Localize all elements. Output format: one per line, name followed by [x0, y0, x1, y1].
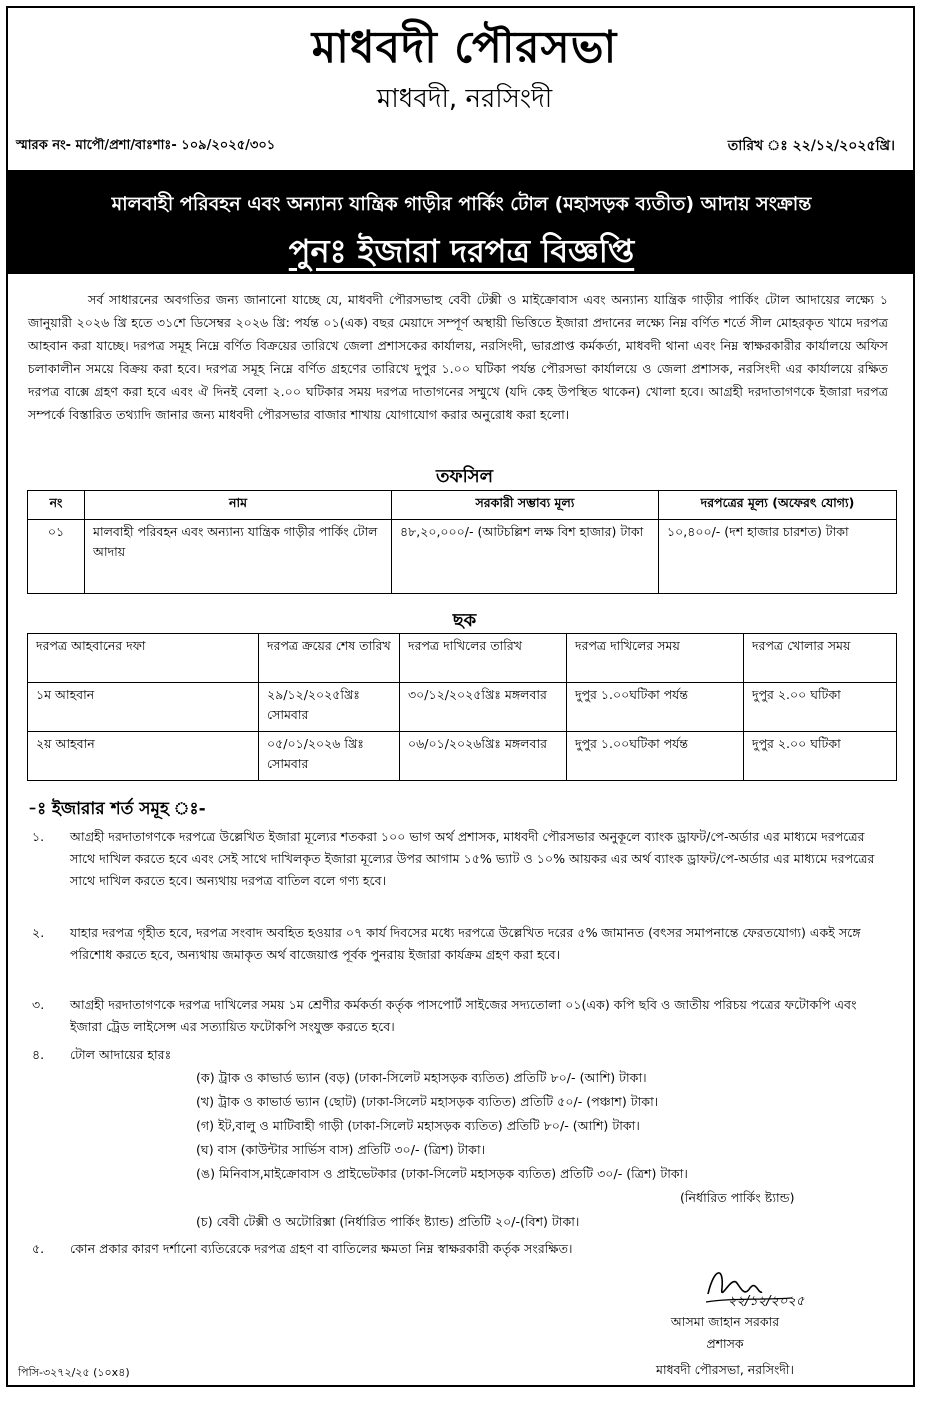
signatory-office: মাধবদী পৌরসভা, নরসিংদী।: [656, 1362, 794, 1377]
cell-submit-date: ০৬/০১/২০২৬খ্রিঃ মঙ্গলবার: [400, 732, 567, 781]
cell-buy-date: ২৯/১২/২০২৫খ্রিঃ সোমবার: [259, 683, 400, 732]
condition-number: ৩.: [32, 997, 45, 1012]
col-header: দরপত্র ক্রয়ের শেষ তারিখ: [259, 634, 400, 683]
col-header: নং: [28, 491, 85, 520]
condition-number: ২.: [32, 925, 45, 940]
table-row: [28, 520, 897, 594]
condition-text: কোন প্রকার কারণ দর্শানো ব্যতিরেকে দরপত্র গ্রহণ বা বাতিলের ক্ষমতা নিম্ন স্বাক্ষরকারী কর্তৃক সংরক্ষিত।: [70, 1241, 573, 1256]
condition-text: টোল আদায়ের হারঃ: [70, 1047, 172, 1062]
col-header: সরকারী সম্ভাব্য মূল্য: [392, 491, 659, 520]
cell-name: মালবাহী পরিবহন এবং অন্যান্য যান্ত্রিক গাড়ীর পার্কিং টোল আদায়: [85, 520, 392, 594]
schedule-heading: ছক: [452, 610, 477, 631]
cell-no: ০১: [28, 520, 85, 594]
toll-rate-note: (নির্ধারিত পার্কিং ষ্ট্যান্ড): [680, 1190, 795, 1205]
signatory-name: আসমা জাহান সরকার: [670, 1314, 780, 1329]
toll-rate: (খ) ট্রাক ও কাভার্ড ভ্যান (ছোট) (ঢাকা-সিলেট মহাসড়ক ব্যতিত) প্রতিটি ৫০/- (পঞ্চাশ) টাকা।: [196, 1094, 659, 1109]
toll-rate: (ক) ট্রাক ও কাভার্ড ভ্যান (বড়) (ঢাকা-সিলেট মহাসড়ক ব্যতিত) প্রতিটি ৮০/- (আশি) টাকা।: [196, 1070, 647, 1085]
condition-text: যাহার দরপত্র গৃহীত হবে, দরপত্র সংবাদ অবহিত হওয়ার ০৭ কার্য দিবসের মধ্যে দরপত্রে উল্লেখিত দরের ৫% জামানত (বৎসর সমাপনান্তে ফেরতযোগ্য) একই সঙ্গে পরিশোধ করতে হবে, অন্যথায় জমাকৃত অর্থ বাজেয়াপ্ত পূর্বক পুনরায় ইজারা কার্যক্রম গ্রহণ করা হবে।: [70, 925, 861, 962]
cell-round: ১ম আহবান: [28, 683, 259, 732]
signatory-designation: প্রশাসক: [706, 1336, 744, 1351]
details-heading: তফসিল: [435, 466, 494, 487]
memo-number: স্মারক নং- মাপৌ/প্রশা/বাঃশাঃ- ১০৯/২০২৫/৩০১: [16, 138, 276, 153]
banner-heading: পুনঃ ইজারা দরপত্র বিজ্ঞপ্তি: [288, 232, 635, 270]
table-row: [28, 683, 897, 732]
cell-submit-date: ৩০/১২/২০২৫খ্রিঃ মঙ্গলবার: [400, 683, 567, 732]
cell-submit-time: দুপুর ১.০০ঘটিকা পর্যন্ত: [567, 683, 744, 732]
cell-open-time: দুপুর ২.০০ ঘটিকা: [744, 683, 897, 732]
notice-banner: [8, 170, 915, 274]
cell-price: ৪৮,২০,০০০/- (আটচল্লিশ লক্ষ বিশ হাজার) টাকা: [392, 520, 659, 594]
toll-rate: (ঙ) মিনিবাস,মাইক্রোবাস ও প্রাইভেটকার (ঢাকা-সিলেট মহাসড়ক ব্যতিত) প্রতিটি ৩০/- (ত্রিশ) টাকা।: [196, 1166, 688, 1181]
condition-item: [32, 1238, 880, 1260]
col-header: দরপত্র দাখিলের তারিখ: [400, 634, 567, 683]
col-header: দরপত্র আহবানের দফা: [28, 634, 259, 683]
intro-paragraph: সর্ব সাধারনের অবগতির জন্য জানানো যাচ্ছে যে, মাধবদী পৌরসভাহু বেবী টেক্সী ও মাইক্রোবাস এবং অন্যান্য যান্ত্রিক গাড়ীর পার্কিং টোল আদায়ের লক্ষ্যে ১ জানুয়ারী ২০২৬ খ্রি হতে ৩১শে ডিসেম্বর ২০২৬ খ্রি: পর্যন্ত ০১(এক) বছর মেয়াদে সম্পূর্ণ অস্থায়ী ভিত্তিতে ইজারা প্রদানের লক্ষ্যে নিম্ন বর্ণিত শর্তে সীল মোহরকৃত খামে দরপত্র আহবান করা যাচ্ছে। দরপত্র সমূহ নিম্নে বর্ণিত বিক্রয়ের তারিখে জেলা প্রশাসকের কার্যালয়, নরসিংদী, ভারপ্রাপ্ত কর্মকর্তা, মাধবদী থানা এবং নিম্ন স্বাক্ষরকারীর কার্যালয়ে অফিস চলাকালীন সময়ে বিক্রয় করা হবে। দরপত্র সমূহ নিম্নে বর্ণিত গ্রহণের তারিখে দুপুর ১.০০ ঘটিকা পর্যন্ত পৌরসভা কার্যালয়ে ও জেলা প্রশাসক, নরসিংদী এর কার্যালয়ে রক্ষিত দরপত্র বাক্সে গ্রহণ করা হবে এবং ঐ দিনই বেলা ২.০০ ঘটিকার সময় দরপত্র দাতাগনের সম্মুখে (যদি কেহ উপস্থিত থাকেন) খোলা হবে। আগ্রহী দরদাতাগণকে ইজারা দরপত্র সম্পর্কে বিস্তারিত তথ্যাদি জানার জন্য মাধবদী পৌরসভার বাজার শাখায় যোগাযোগ করার অনুরোধ করা হলো।: [28, 292, 888, 422]
notice-date: তারিখ ঃ ২২/১২/২০২৫খ্রি।: [727, 138, 895, 154]
condition-item: [32, 994, 880, 1038]
footer-code: পিসি-৩২৭২/২৫ (১০x৪): [18, 1366, 130, 1379]
cell-fee: ১০,৪০০/- (দশ হাজার চারশত) টাকা: [659, 520, 897, 594]
table-row: [28, 732, 897, 781]
col-header: নাম: [85, 491, 392, 520]
cell-round: ২য় আহবান: [28, 732, 259, 781]
condition-item: [32, 1044, 880, 1066]
toll-rate: (ঘ) বাস (কাউন্টার সার্ভিস বাস) প্রতিটি ৩০/- (ত্রিশ) টাকা।: [196, 1142, 486, 1157]
banner-subject: মালবাহী পরিবহন এবং অন্যান্য যান্ত্রিক গাড়ীর পার্কিং টোল (মহাসড়ক ব্যতীত) আদায় সংক্রান্ত: [111, 193, 812, 215]
schedule-table: [27, 633, 897, 781]
conditions-title: -ঃ ইজারার শর্ত সমূহ ঃ-: [28, 799, 206, 819]
condition-text: আগ্রহী দরদাতাগণকে দরপত্র দাখিলের সময় ১ম শ্রেণীর কর্মকর্তা কর্তৃক পাসপোর্ট সাইজের সদ্যতোলা ০১(এক) কপি ছবি ও জাতীয় পরিচয় পত্রের ফটোকপি এবং ইজারা ট্রেড লাইসেন্স এর সত্যায়িত ফটোকপি সংযুক্ত করতে হবে।: [70, 997, 857, 1034]
cell-submit-time: দুপুর ১.০০ঘটিকা পর্যন্ত: [567, 732, 744, 781]
cell-buy-date: ০৫/০১/২০২৬ খ্রিঃ সোমবার: [259, 732, 400, 781]
details-table: [27, 490, 897, 594]
condition-number: ৫.: [32, 1241, 45, 1256]
toll-rate: (চ) বেবী টেক্সী ও অটোরিক্সা (নির্ধারিত পার্কিং ষ্ট্যান্ড) প্রতিটি ২০/-(বিশ) টাকা।: [196, 1214, 580, 1229]
toll-rate: (গ) ইট,বালু ও মাটিবাহী গাড়ী (ঢাকা-সিলেট মহাসড়ক ব্যতিত) প্রতিটি ৮০/- (আশি) টাকা।: [196, 1118, 640, 1133]
page-subtitle: মাধবদী, নরসিংদী: [376, 84, 553, 114]
condition-text: আগ্রহী দরদাতাগণকে দরপত্রে উল্লেখিত ইজারা মূল্যের শতকরা ১০০ ভাগ অর্থ প্রশাসক, মাধবদী পৌরসভার অনুকূলে ব্যাংক ড্রাফট/পে-অর্ডার এর মাধ্যমে দরপত্রের সাথে দাখিল করতে হবে এবং সেই সাথে দাখিলকৃত ইজারা মূল্যের উপর আগাম ১৫% ভ্যাট ও ১০% আয়কর এর অর্থ ব্যাংক ড্রাফট/পে-অর্ডার এর মাধ্যমে দরপত্রের সাথে দাখিল করতে হবে। অন্যথায় দরপত্র বাতিল বলে গণ্য হবে।: [70, 829, 875, 888]
page-title: মাধবদী পৌরসভা: [311, 22, 618, 73]
condition-item: [32, 922, 880, 966]
condition-number: ৪.: [32, 1047, 45, 1062]
col-header: দরপত্র দাখিলের সময়: [567, 634, 744, 683]
condition-item: [32, 826, 880, 892]
col-header: দরপত্র খোলার সময়: [744, 634, 897, 683]
col-header: দরপত্রের মূল্য (অফেরৎ যোগ্য): [659, 491, 897, 520]
signature-date: ২২/১২/২০২৫: [728, 1294, 805, 1309]
condition-number: ১.: [32, 829, 45, 844]
cell-open-time: দুপুর ২.০০ ঘটিকা: [744, 732, 897, 781]
